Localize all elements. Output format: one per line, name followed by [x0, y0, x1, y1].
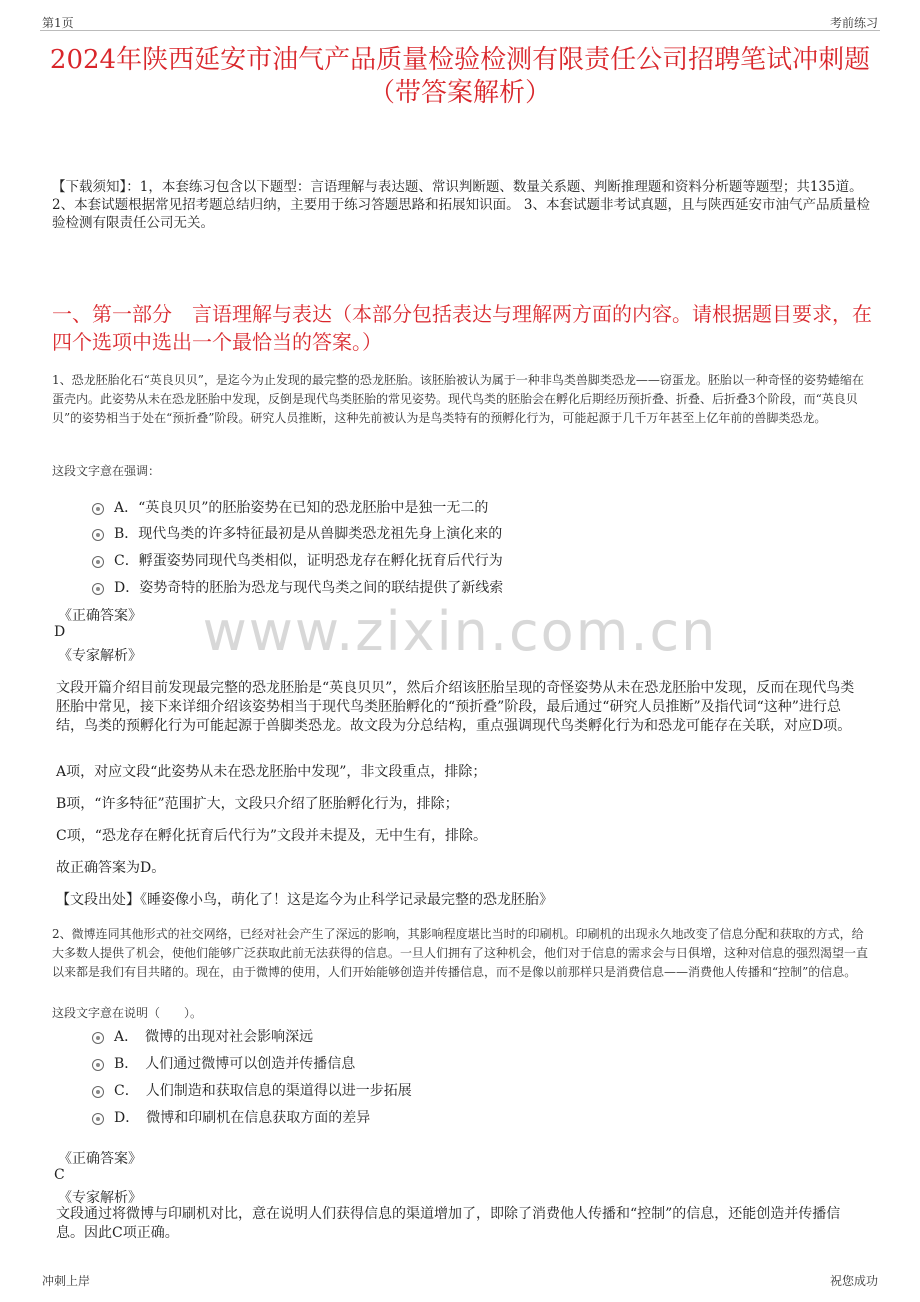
question-1-analysis-label: 《专家解析》 — [58, 648, 142, 664]
section-heading: 一、第一部分 言语理解与表达（本部分包括表达与理解两方面的内容。请根据题目要求，在四个选项中选出一个最恰当的答案。） — [52, 302, 872, 354]
question-2-option-d[interactable] — [92, 1107, 370, 1127]
question-2-answer: C — [54, 1167, 65, 1183]
option-label: C．孵蛋姿势同现代鸟类相似，证明恐龙存在孵化抚育后代行为 — [114, 553, 503, 569]
question-1-answer-label: 《正确答案》 — [58, 608, 142, 624]
question-1-option-b[interactable] — [92, 523, 502, 543]
page-number: 第1页 — [42, 16, 74, 30]
footer-left-label: 冲刺上岸 — [42, 1274, 91, 1288]
question-1-source: 【文段出处】《睡姿像小鸟，萌化了！这是迄今为止科学记录最完整的恐龙胚胎》 — [56, 892, 553, 908]
document-title: 2024年陕西延安市油气产品质量检验检测有限责任公司招聘笔试冲刺题（带答案解析） — [49, 45, 871, 108]
option-label: A． 微博的出现对社会影响深远 — [114, 1029, 314, 1045]
radio-icon[interactable] — [92, 1032, 104, 1044]
radio-icon[interactable] — [92, 1059, 104, 1071]
question-2-option-c[interactable] — [92, 1080, 412, 1100]
radio-icon[interactable] — [92, 556, 104, 568]
question-1-analysis-c: C项，“恐龙存在孵化抚育后代行为”文段并未提及，无中生有，排除。 — [56, 828, 488, 844]
question-1-prompt: 这段文字意在强调： — [52, 464, 161, 478]
question-2-option-a[interactable] — [92, 1026, 313, 1046]
question-2-text: 2、微博连同其他形式的社交网络，已经对社会产生了深远的影响，其影响程度堪比当时的印刷机。印刷机的出现永久地改变了信息分配和获取的方式，给大多数人提供了机会，使他们能够广泛获取此前无法获得的信息。一旦人们拥有了这种机会，他们对于信息的需求会与日俱增，这种对信息的强烈渴望一直以来都是我们有目共睹的。现在，由于微博的使用，人们开始能够创造并传播信息，而不是像以前那样只是消费信息——消费他人传播和“控制”的信息。 — [52, 927, 869, 979]
radio-icon[interactable] — [92, 583, 104, 595]
question-2-prompt: 这段文字意在说明（ ）。 — [52, 1006, 203, 1020]
option-label: D． 微博和印刷机在信息获取方面的差异 — [114, 1110, 371, 1126]
question-2-analysis: 文段通过将微博与印刷机对比，意在说明人们获得信息的渠道增加了，即除了消费他人传播和“控制”的信息，还能创造并传播信息。因此C项正确。 — [56, 1206, 841, 1241]
question-2-option-b[interactable] — [92, 1053, 355, 1073]
radio-icon[interactable] — [92, 529, 104, 541]
watermark: www.zixin.com.cn — [202, 600, 718, 663]
header-divider — [40, 30, 880, 31]
radio-icon[interactable] — [92, 1113, 104, 1125]
question-1-analysis-main: 文段开篇介绍目前发现最完整的恐龙胚胎是“英良贝贝”，然后介绍该胚胎呈现的奇怪姿势从未在恐龙胚胎中发现，反而在现代鸟类胚胎中常见，接下来详细介绍该姿势相当于现代鸟类胚胎孵化的“预折叠”阶段，最后通过“研究人员推断”及指代词“这种”进行总结，鸟类的预孵化行为可能起源于兽脚类恐龙。故文段为分总结构，重点强调现代鸟类孵化行为和恐龙可能存在关联，对应D项。 — [56, 680, 855, 734]
option-label: D．姿势奇特的胚胎为恐龙与现代鸟类之间的联结提供了新线索 — [114, 580, 504, 596]
radio-icon[interactable] — [92, 1086, 104, 1098]
download-notice: 【下载须知】：1，本套练习包含以下题型：言语理解与表达题、常识判断题、数量关系题、判断推理题和资料分析题等题型；共135道。 2、本套试题根据常见招考题总结归纳，主要用于练习答题思路和拓展知识面。 3、本套试题非考试真题，且与陕西延安市油气产品质量检验检测有限责任公司无关。 — [52, 179, 870, 231]
option-label: A．“英良贝贝”的胚胎姿势在已知的恐龙胚胎中是独一无二的 — [114, 500, 489, 516]
question-2-analysis-label: 《专家解析》 — [58, 1190, 142, 1206]
option-label: C． 人们制造和获取信息的渠道得以进一步拓展 — [114, 1083, 412, 1099]
question-1-option-a[interactable] — [92, 497, 488, 517]
question-1-analysis-b: B项，“许多特征”范围扩大，文段只介绍了胚胎孵化行为，排除； — [56, 796, 459, 812]
question-1-option-c[interactable] — [92, 550, 503, 570]
question-1-text: 1、恐龙胚胎化石“英良贝贝”，是迄今为止发现的最完整的恐龙胚胎。该胚胎被认为属于一种非鸟类兽脚类恐龙——窃蛋龙。胚胎以一种奇怪的姿势蜷缩在蛋壳内。此姿势从未在恐龙胚胎中发现，反倒是现代鸟类胚胎的常见姿势。现代鸟类的胚胎会在孵化后期经历预折叠、折叠、后折叠3个阶段，而“英良贝贝”的姿势相当于处在“预折叠”阶段。研究人员推断，这种先前被认为是鸟类特有的预孵化行为，可能起源于几千万年甚至上亿年前的兽脚类恐龙。 — [52, 373, 864, 425]
question-1-analysis-conclusion: 故正确答案为D。 — [56, 860, 166, 876]
header-right-label: 考前练习 — [829, 16, 878, 30]
option-label: B．现代鸟类的许多特征最初是从兽脚类恐龙祖先身上演化来的 — [114, 526, 503, 542]
question-1-option-d[interactable] — [92, 577, 503, 597]
question-2-answer-label: 《正确答案》 — [58, 1151, 142, 1167]
radio-icon[interactable] — [92, 503, 104, 515]
question-1-answer: D — [54, 624, 66, 640]
question-1-analysis-a: A项，对应文段“此姿势从未在恐龙胚胎中发现”，非文段重点，排除； — [56, 764, 487, 780]
footer-right-label: 祝您成功 — [829, 1274, 878, 1288]
option-label: B． 人们通过微博可以创造并传播信息 — [114, 1056, 356, 1072]
